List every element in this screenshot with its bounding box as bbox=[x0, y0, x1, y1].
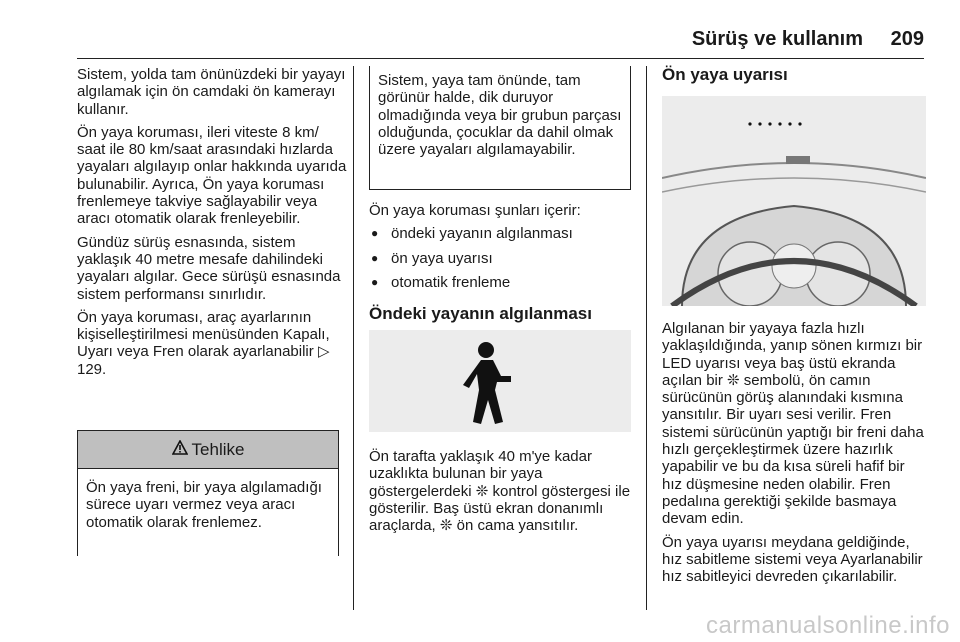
feature-list bbox=[369, 225, 631, 291]
column-2-lower bbox=[369, 448, 631, 540]
paragraph-text: sembolü, ön camın sürücünün görüş alanındaki kısmına yansıtılır. Bir uyarı sesi verilir. Fren sistemi sürücünün yaptığı bir freni daha hızlı gerçekleştirmek üzere hazırlık yapabilir ve bu da kısa süreli hafif bir hız düşmesine neden olabilir. Fren pedalına gerektiği şekilde basmaya devam edin. bbox=[662, 371, 924, 528]
paragraph-text: ön cama yansıtılır. bbox=[456, 517, 579, 535]
column-divider-2 bbox=[646, 66, 647, 610]
paragraph-text: kontrol göstergesi ile gösterilir. Baş üstü ekran donanımlı araçlarda, bbox=[369, 482, 631, 535]
paragraph: Sistem, yolda tam önünüzdeki bir yayayı algılamak için ön camdaki ön kamerayı kullanır. bbox=[77, 66, 346, 118]
section-heading: Ön yaya uyarısı bbox=[662, 65, 788, 84]
paragraph: Ön yaya koruması, ileri viteste 8 km/ saat ile 80 km/saat arasındaki hızlarda yayaları algılayıp onlar hakkında uyarıda bulunabilir. Ayrıca, Ön yaya koruması frenlemeye takviye sağlayabilir veya aracı otomatik olarak frenleyebilir. bbox=[77, 123, 347, 228]
pedestrian-icon: ❊ bbox=[439, 517, 453, 535]
paragraph-text: Algılanan bir yayaya fazla hızlı yaklaşıldığında, yanıp sönen kırmızı bir LED uyarısı veya baş üstü ekranda açılan bir bbox=[662, 320, 923, 389]
paragraph bbox=[662, 320, 926, 528]
danger-box bbox=[77, 430, 339, 556]
intro-text: Ön yaya koruması şunları içerir: bbox=[369, 202, 581, 219]
column-3-lower bbox=[662, 320, 926, 591]
danger-title: Tehlike bbox=[191, 439, 245, 459]
note-box: Sistem, yaya tam önünde, tam görünür halde, dik duruyor olmadığında veya bir grubun parçası olduğunda, çocuklar da dahil olmak üzere yayaları algılamayabilir. bbox=[369, 66, 631, 190]
warning-triangle-icon bbox=[172, 440, 188, 460]
dashboard-illustration bbox=[662, 96, 926, 306]
arrow-reference-icon: ▷ bbox=[317, 343, 330, 361]
header-rule bbox=[77, 58, 924, 59]
danger-header bbox=[78, 431, 338, 469]
page-number: 209 bbox=[890, 28, 924, 50]
list-item: ● otomatik frenleme bbox=[369, 274, 631, 291]
section-title: Sürüş ve kullanım bbox=[691, 28, 863, 50]
column-divider-1 bbox=[353, 66, 354, 610]
pedestrian-icon: ❊ bbox=[475, 482, 489, 500]
page-reference-link[interactable]: 129. bbox=[77, 360, 107, 378]
paragraph-text: Ön tarafta yaklaşık 40 m'ye kadar uzaklıkta bulunan bir yaya göstergelerdeki bbox=[369, 448, 592, 500]
column-3 bbox=[662, 66, 926, 93]
page-header bbox=[0, 28, 960, 58]
column-2 bbox=[369, 202, 631, 332]
section-heading: Öndeki yayanın algılanması bbox=[369, 304, 592, 324]
watermark: carmanualsonline.info bbox=[706, 612, 950, 639]
column-1 bbox=[77, 66, 347, 384]
paragraph: Gündüz sürüş esnasında, sistem yaklaşık 40 metre mesafe dahilindeki yayaları algılar. Gece sürüşü esnasında sistem performansı sınırlıdır. bbox=[77, 233, 341, 303]
paragraph-text: Ön yaya koruması, araç ayarlarının kişiselleştirilmesi menüsünden Kapalı, Uyarı veya Fren olarak ayarlanabilir bbox=[77, 308, 330, 361]
paragraph: Ön yaya uyarısı meydana geldiğinde, hız sabitleme sistemi veya Ayarlanabilir hız sabitleyici devreden çıkarılabilir. bbox=[662, 533, 923, 586]
danger-body: Ön yaya freni, bir yaya algılamadığı sürece uyarı vermez veya aracı otomatik olarak frenlemez. bbox=[86, 479, 322, 531]
pedestrian-icon bbox=[369, 330, 631, 432]
instrument-cluster-image bbox=[662, 96, 926, 306]
pedestrian-symbol-figure bbox=[369, 330, 631, 432]
list-item: ● öndeki yayanın algılanması bbox=[369, 225, 631, 242]
paragraph bbox=[369, 448, 631, 534]
led-warning-dots bbox=[748, 122, 801, 125]
list-item: ● ön yaya uyarısı bbox=[369, 250, 631, 267]
paragraph bbox=[77, 309, 347, 378]
pedestrian-icon: ❊ bbox=[727, 371, 740, 389]
